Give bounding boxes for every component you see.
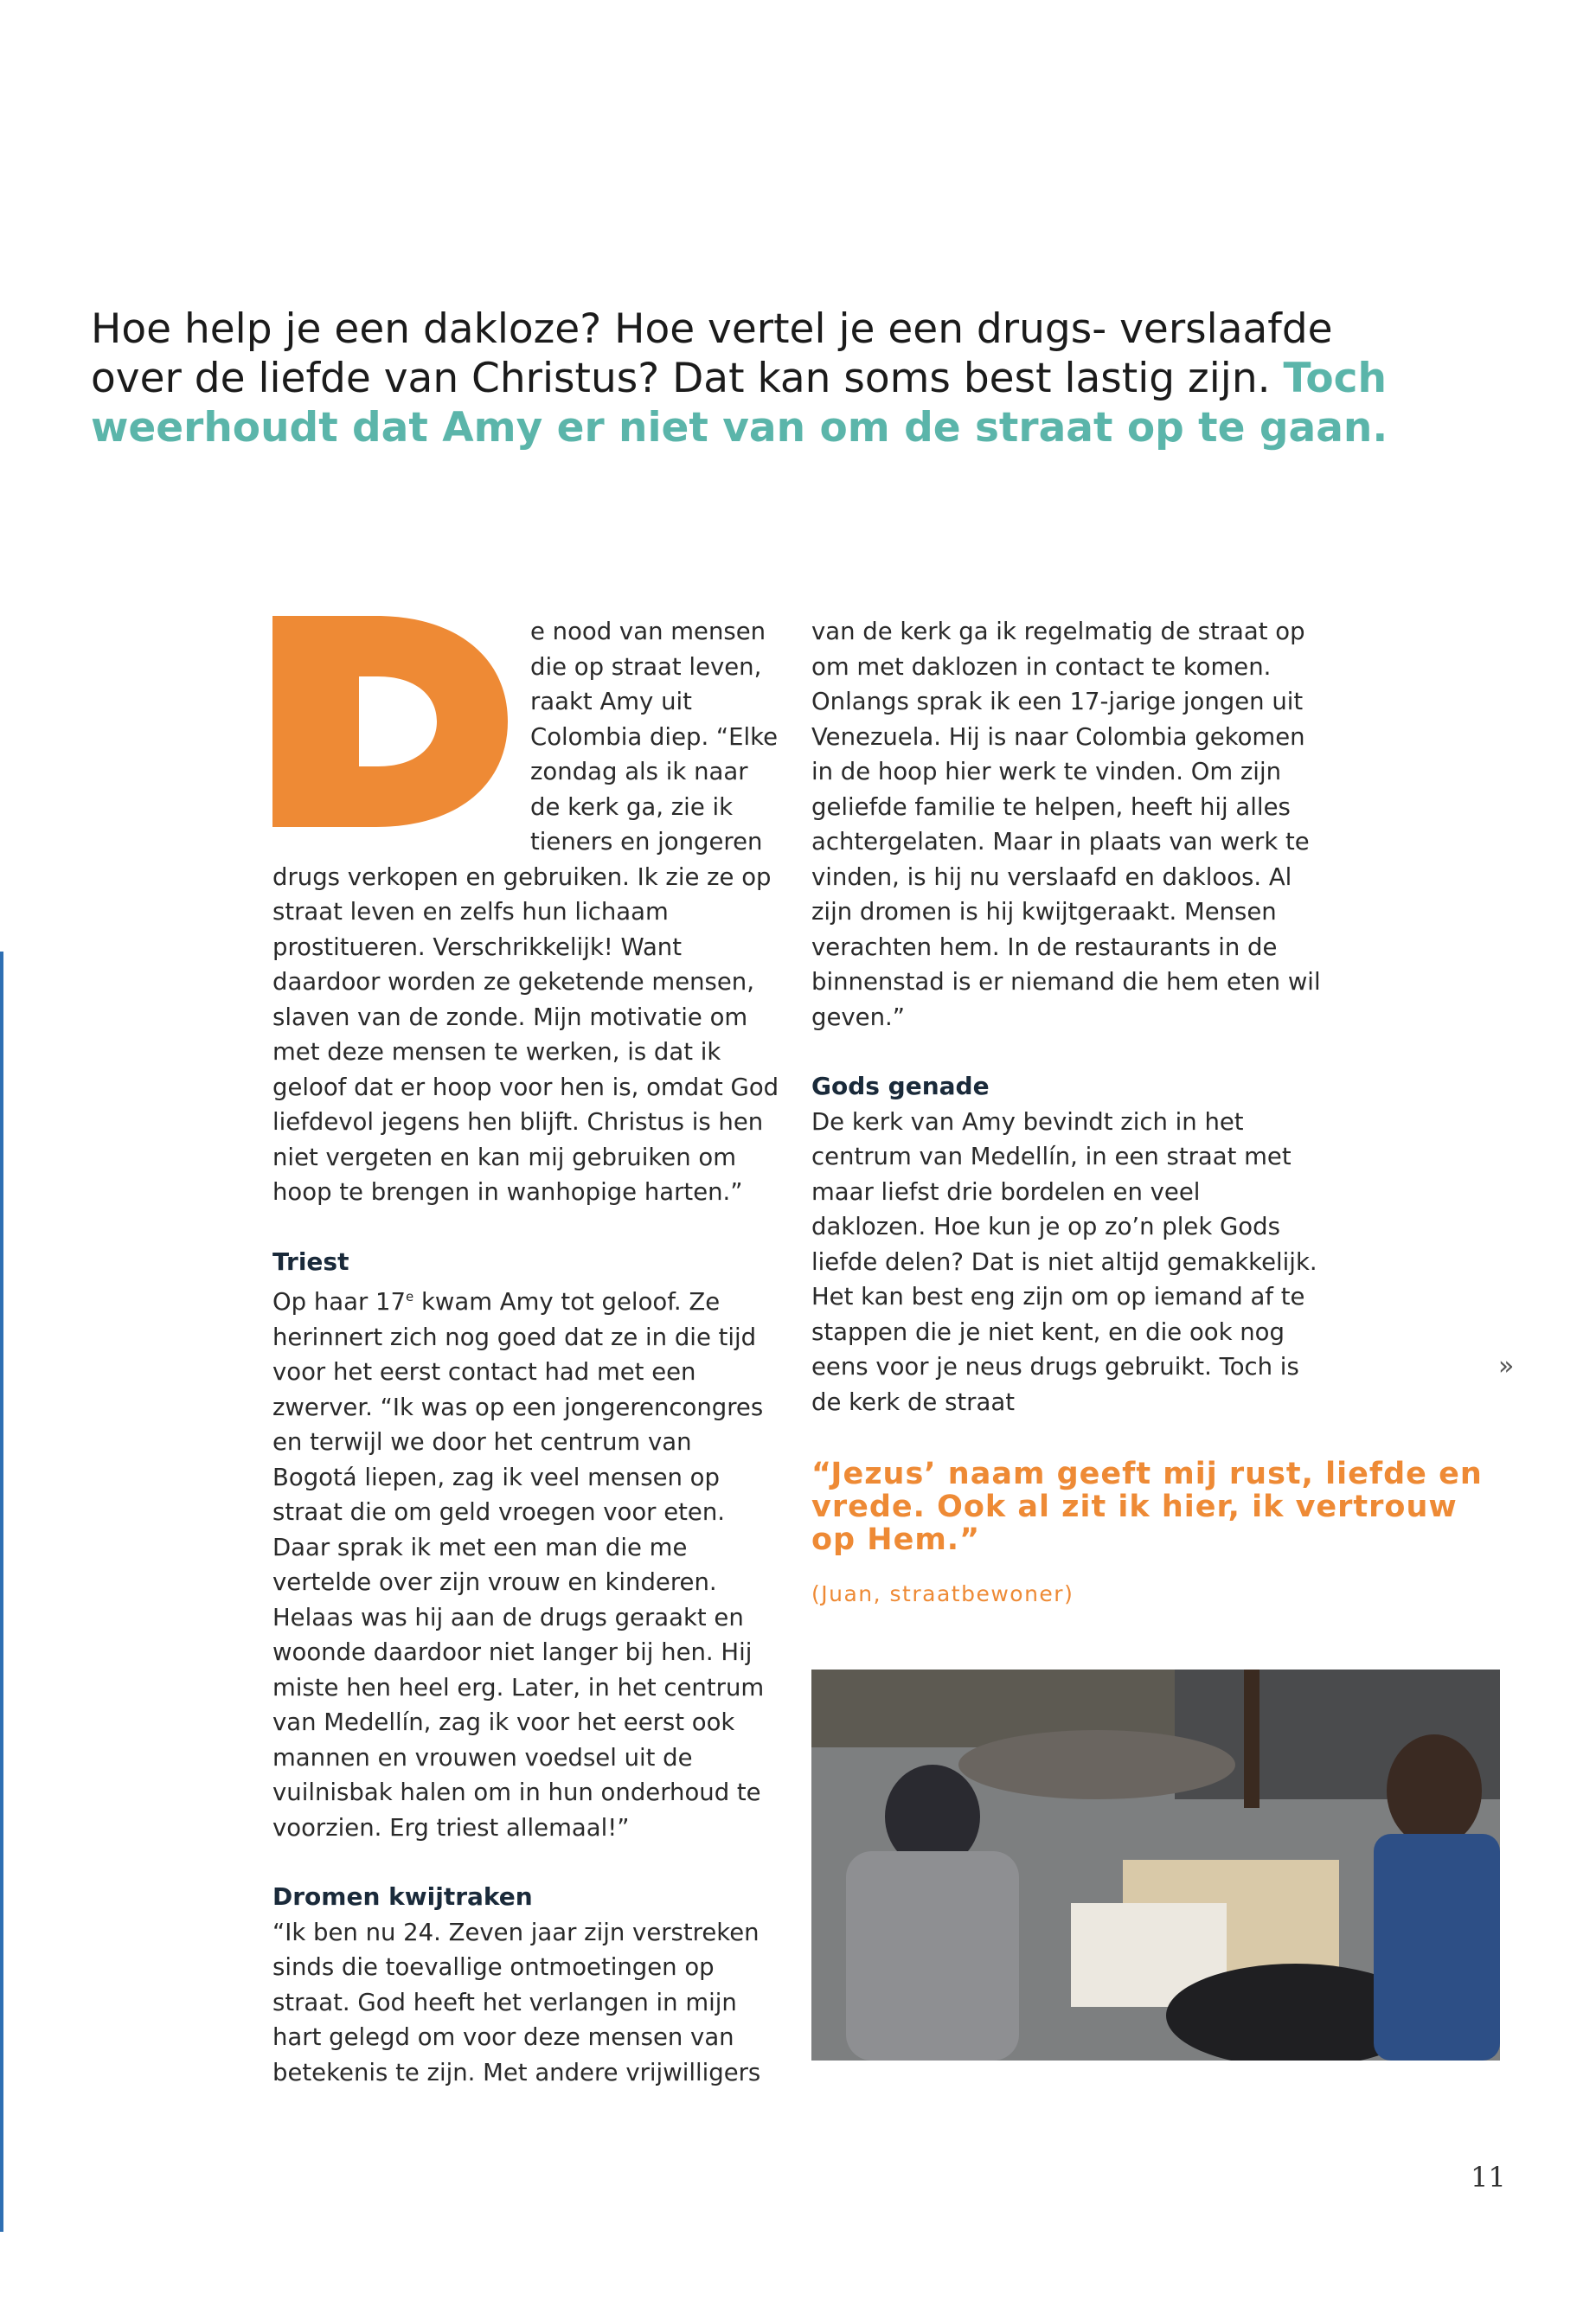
paragraph-gods-genade: De kerk van Amy bevindt zich in het centrum van Medellín, in een straat met maar liefst drie bordelen en veel daklozen. Hoe kun je op zo’n plek Gods liefde delen? Dat is niet altijd gemakkelijk. Het kan best eng zijn om op iemand af te stappen die je niet kent, en die ook nog eens voor je neus drugs gebruikt. Toch is de kerk de straat	[811, 1107, 1317, 1416]
continue-arrow-icon: »	[1498, 1351, 1515, 1381]
street-photo-icon	[811, 1670, 1500, 2061]
superscript-e: e	[406, 1289, 414, 1304]
paragraph-triest-start: Op haar 17	[272, 1288, 407, 1317]
page-number: 11	[1471, 2161, 1506, 2194]
intro-highlight: Toch weerhoudt dat Amy er niet van om de straat op te gaan.	[91, 355, 1388, 452]
street-photo	[811, 1670, 1500, 2061]
pull-quote: “Jezus’ naam geeft mij rust, liefde en vrede. Ook al zit ik hier, ik vertrouw op Hem.”	[811, 1457, 1483, 1557]
intro-text: Hoe help je een dakloze? Hoe vertel je een drugs- verslaafde over de liefde van Christus? Dat kan soms best lastig zijn.	[91, 305, 1333, 402]
dropcap-letter	[272, 616, 508, 827]
quote-attribution: (Juan, straatbewoner)	[811, 1581, 1074, 1606]
column-right	[811, 614, 1322, 1420]
dropcap-d-icon	[272, 616, 508, 827]
paragraph-intro: e nood van mensen die op straat leven, raakt Amy uit Colombia diep. “Elke zondag als ik naar de kerk ga, zie ik tieners en jongeren drugs verkopen en gebruiken. Ik zie ze op straat leven en zelfs hun lichaam prostitueren. Verschrikkelijk! Want daardoor worden ze geketende mensen, slaven van de zonde. Mijn motivatie om met deze mensen te werken, is dat ik geloof dat er hoop voor hen is, omdat God liefdevol jegens hen blijft. Christus is hen niet vergeten en kan mij gebruiken om hoop te brengen in wanhopige harten.”	[272, 618, 779, 1206]
paragraph-triest-body: kwam Amy tot geloof. Ze herinnert zich nog goed dat ze in die tijd voor het eerst contact had met een zwerver. “Ik was op een jongerencongres en terwijl we door het centrum van Bogotá liepen, zag ik veel mensen op straat die om geld vroegen voor eten. Daar sprak ik met een man die me vertelde over zijn vrouw en kinderen. Helaas was hij aan de drugs geraakt en woonde daardoor niet langer bij hen. Hij miste hen heel erg. Later, in het centrum van Medellín, zag ik voor het eerst ook mannen en vrouwen voedsel uit de vuilnisbak halen om in hun onderhoud te voorzien. Erg triest allemaal!”	[272, 1288, 765, 1842]
intro-lead	[91, 304, 1388, 452]
left-edge-bar	[0, 952, 3, 2232]
column-left	[272, 614, 783, 2090]
subheading-triest: Triest	[272, 1247, 349, 1276]
paragraph-kerk: van de kerk ga ik regelmatig de straat op om met daklozen in contact te komen. Onlangs sprak ik een 17-jarige jongen uit Venezuela. Hij is naar Colombia gekomen in de hoop hier werk te vinden. Om zijn geliefde familie te helpen, heeft hij alles achtergelaten. Maar in plaats van werk te vinden, is hij nu verslaafd en dakloos. Al zijn dromen is hij kwijtgeraakt. Mensen verachten hem. In de restaurants in de binnenstad is er niemand die hem eten wil geven.”	[811, 618, 1321, 1031]
paragraph-dromen: “Ik ben nu 24. Zeven jaar zijn verstreken sinds die toevallige ontmoetingen op straat. God heeft het verlangen in mijn hart gelegd om voor deze mensen van betekenis te zijn. Met andere vrijwilligers	[272, 1918, 761, 2086]
subheading-gods-genade: Gods genade	[811, 1072, 990, 1100]
paragraph-triest	[272, 1279, 783, 1845]
subheading-dromen: Dromen kwijtraken	[272, 1882, 533, 1912]
